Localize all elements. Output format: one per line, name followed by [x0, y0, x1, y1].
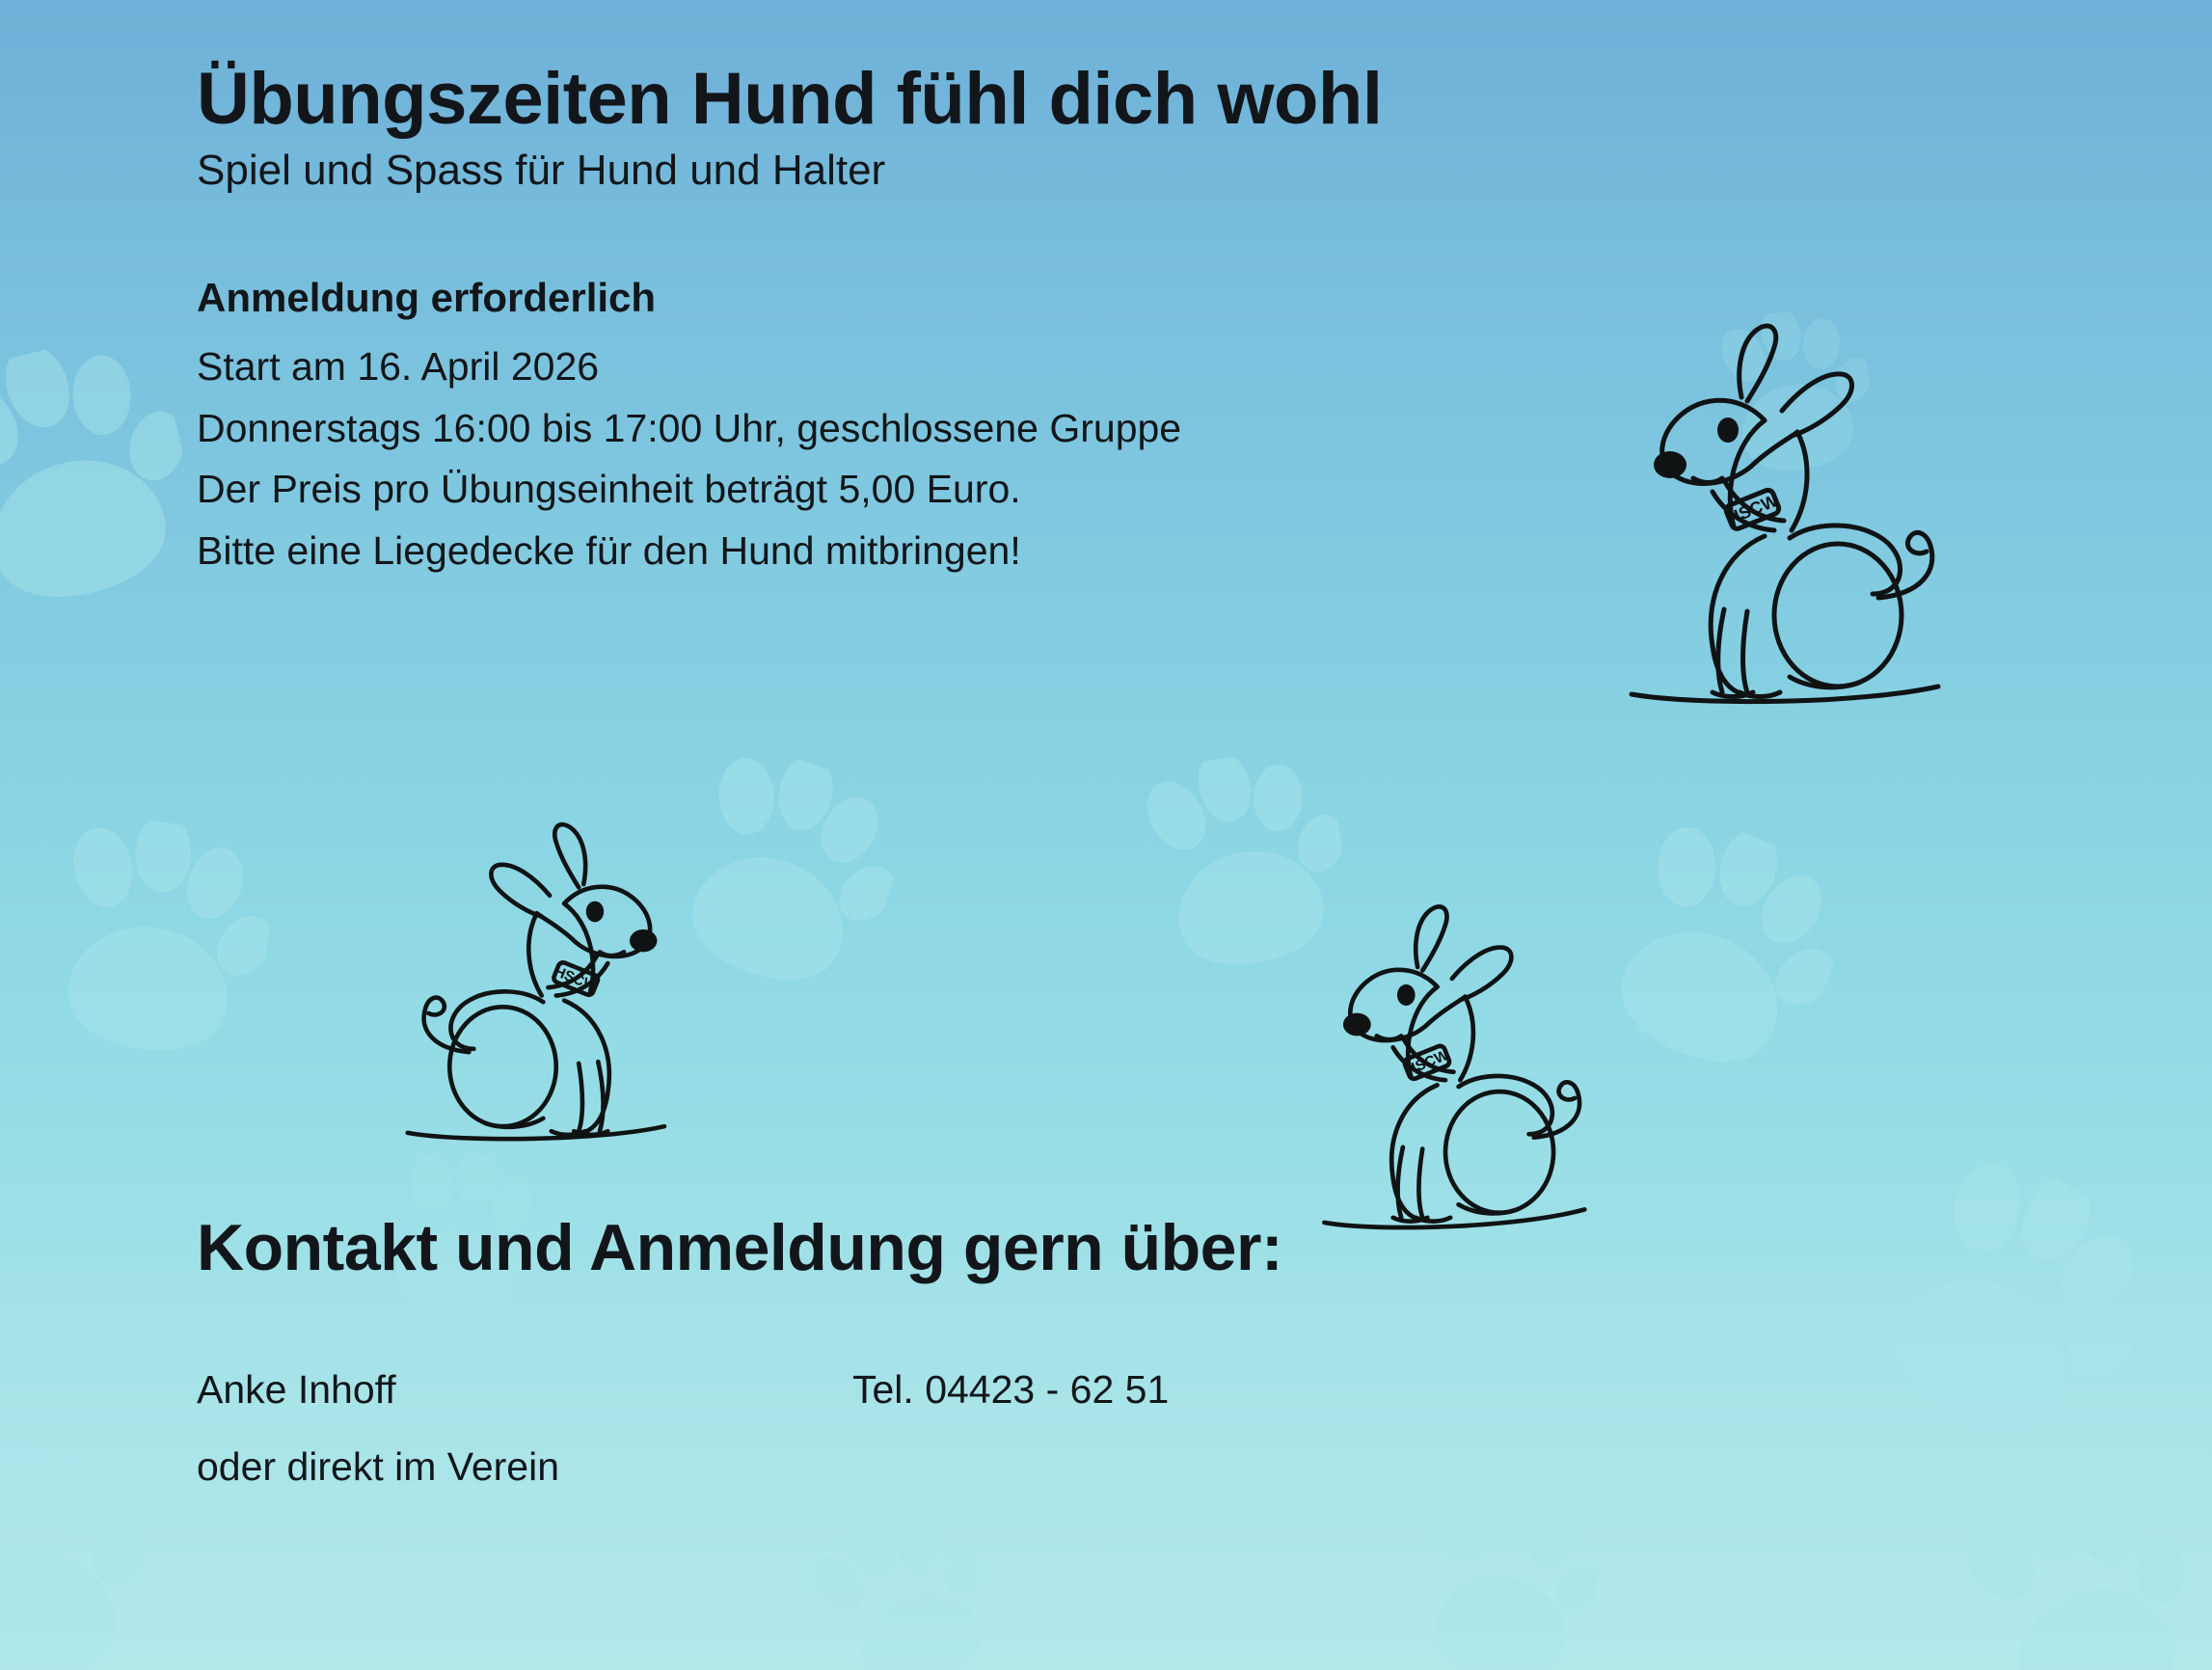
paw-print-icon — [1938, 1460, 2212, 1670]
detail-line-price: Der Preis pro Übungseinheit beträgt 5,00 Euro. — [197, 467, 1021, 512]
contact-name: Anke Inhoff — [197, 1367, 396, 1412]
dog-collar-label: HSCW — [1724, 490, 1781, 528]
contact-phone[interactable]: Tel. 04423 - 62 51 — [852, 1367, 1170, 1412]
poster-text-block — [197, 58, 1836, 581]
contact-heading: Kontakt und Anmeldung gern über: — [197, 1211, 1283, 1284]
detail-line-schedule: Donnerstags 16:00 bis 17:00 Uhr, geschlossene Gruppe — [197, 405, 1182, 450]
paw-print-icon — [785, 1488, 1029, 1670]
dog-icon — [1311, 892, 1596, 1244]
contact-block — [197, 1360, 1169, 1497]
dog-collar-label: HSCW — [552, 963, 600, 996]
dog-collar-label: HSCW — [1403, 1046, 1451, 1079]
dog-icon — [395, 810, 675, 1157]
dog-icon — [1620, 309, 1948, 723]
paw-print-icon — [1825, 1129, 2187, 1504]
page-subtitle: Spiel und Spass für Hund und Halter — [197, 147, 886, 195]
paw-print-icon — [1566, 799, 1867, 1118]
contact-row — [197, 1360, 1169, 1421]
details-list — [197, 266, 1836, 581]
page-title: Übungszeiten Hund fühl dich wohl — [197, 58, 1383, 140]
detail-line-start-date: Start am 16. April 2026 — [197, 344, 600, 389]
contact-note: oder direkt im Verein — [197, 1443, 560, 1489]
paw-print-icon — [642, 734, 919, 1032]
detail-line-blanket: Bitte eine Liegedecke für den Hund mitbringen! — [197, 527, 1021, 573]
paw-print-icon — [0, 1436, 153, 1670]
paw-print-icon — [1402, 1481, 1606, 1670]
detail-line-registration: Anmeldung erforderlich — [197, 274, 657, 320]
paw-print-icon — [27, 808, 283, 1091]
paw-print-icon — [0, 323, 218, 650]
